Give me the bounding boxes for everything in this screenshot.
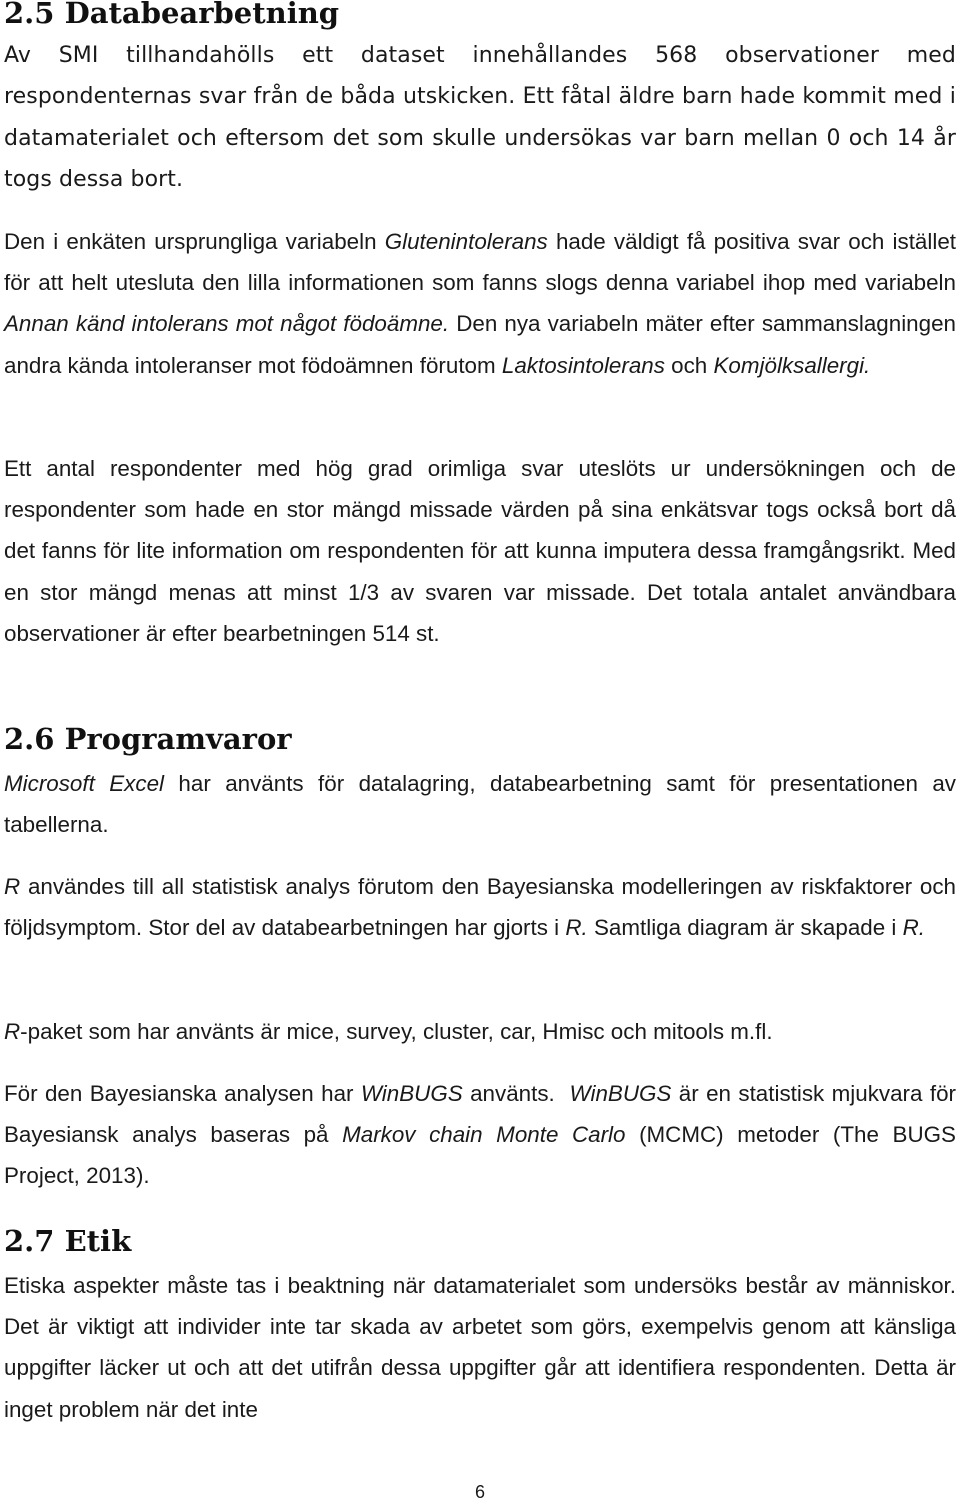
paragraph-r: [4, 866, 956, 948]
text: Samtliga diagram är skapade i: [587, 915, 903, 941]
text: Den i enkäten ursprungliga variabeln: [4, 229, 385, 254]
text: är en statistisk mjukvara för Bayesiansk analys baseras på: [4, 1081, 956, 1148]
heading-2-5: [4, 0, 339, 30]
text: använts.: [462, 1081, 570, 1106]
italic-term: Microsoft Excel: [4, 771, 164, 796]
italic-term: Markov chain Monte Carlo: [342, 1122, 626, 1148]
section-number: 2.6: [4, 722, 55, 756]
heading-2-6: [4, 722, 292, 756]
text: användes till all statistisk analys förutom den Bayesianska modelleringen av riskfaktorer och följdsymptom. Stor del av databearbetningen har gjorts i: [4, 874, 956, 941]
italic-term: R: [4, 1019, 21, 1044]
section-title: Programvaror: [64, 722, 292, 756]
italic-term: Annan känd intolerans mot något födoämne.: [4, 311, 450, 337]
paragraph-exclusions: Ett antal respondenter med hög grad orimliga svar uteslöts ur undersökningen och de respondenter som hade en stor mängd missade värden på sina enkätsvar togs också bort då det fanns för lite information om respondenten för att kunna imputera dessa framgångsrikt. Med en stor mängd menas att minst 1/3 av svaren var missade. Det totala antalet användbara observationer är efter bearbetningen 514 st.: [4, 456, 956, 646]
text: (MCMC) metoder (The BUGS Project, 2013).: [4, 1122, 956, 1189]
paragraph-excel: [4, 763, 956, 845]
paragraph-r-packages: [4, 1011, 956, 1052]
paragraph-gluten: [4, 221, 956, 386]
italic-term: R.: [902, 915, 926, 941]
italic-term: WinBUGS: [569, 1081, 672, 1106]
italic-term: R.: [565, 915, 588, 941]
heading-2-7: [4, 1224, 131, 1258]
italic-term: Komjölksallergi.: [713, 352, 871, 378]
section-number: 2.5: [4, 0, 55, 30]
text: -paket som har använts är mice, survey, cluster, car, Hmisc och mitools m.fl.: [20, 1019, 773, 1044]
text: Den nya variabeln mäter efter sammanslagningen andra kända intoleranser mot födoämnen förutom: [4, 311, 956, 378]
paragraph-ethics: Etiska aspekter måste tas i beaktning när datamaterialet som undersöks består av människor. Det är viktigt att individer inte tar skada av arbetet som görs, exempelvis genom att känsliga uppgifter läcker ut och att det utifrån dessa uppgifter går att identifiera respondenten. Detta är inget problem när det inte: [4, 1273, 956, 1422]
paragraph-winbugs: [4, 1073, 956, 1197]
text: För den Bayesianska analysen har: [4, 1081, 361, 1106]
section-title: Etik: [64, 1224, 132, 1258]
italic-term: Glutenintolerans: [384, 229, 548, 254]
text: hade väldigt få positiva svar och istället för att helt utesluta den lilla informationen som fanns slogs denna variabel ihop med variabeln: [4, 229, 956, 296]
italic-term: R: [4, 874, 21, 899]
paragraph-dataset: Av SMI tillhandahölls ett dataset innehållandes 568 observationer med respondenternas svar från de båda utskicken. Ett fåtal äldre barn hade kommit med i datamaterialet och eftersom det som skulle undersökas var barn mellan 0 och 14 år togs dessa bort.: [4, 43, 956, 192]
page-number: 6: [474, 1482, 485, 1502]
section-number: 2.7: [4, 1224, 55, 1258]
text: har använts för datalagring, databearbetning samt för presentationen av tabellerna.: [4, 771, 956, 838]
italic-term: WinBUGS: [360, 1081, 463, 1106]
section-title: Databearbetning: [64, 0, 340, 30]
italic-term: Laktosintolerans: [501, 352, 665, 378]
text: och: [664, 352, 714, 378]
